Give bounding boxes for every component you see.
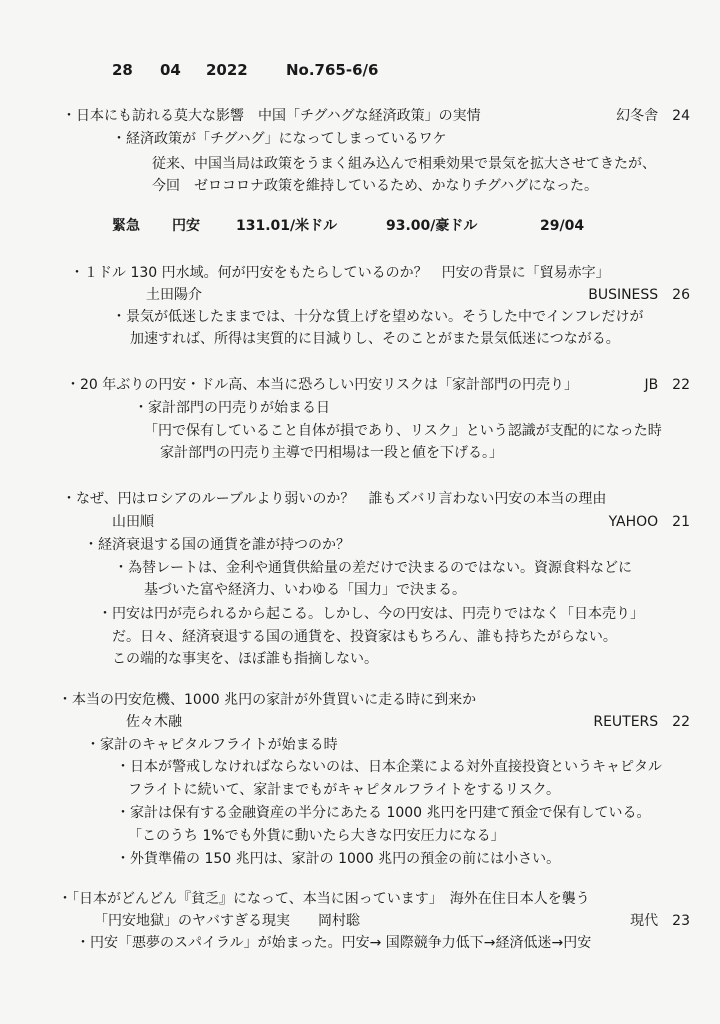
a1-source: 幻冬舎 24 <box>616 108 690 124</box>
a2-title: ・１ドル 130 円水域。何が円安をもたらしているのか？ 円安の背景に「貿易赤字」 <box>70 265 610 281</box>
header-doc-no: No.765-6/6 <box>286 61 379 79</box>
a5-author: 佐々木融 <box>126 714 182 730</box>
a1-title: ・日本にも訪れる莫大な影響 中国「チグハグな経済政策」の実情 <box>62 108 481 124</box>
a4-bullet-1-line-2: 基づいた富や経済力、いわゆる「国力」で決まる。 <box>144 582 466 598</box>
a5-bullet-1-line-1: ・日本が警戒しなければならないのは、日本企業による対外直接投資というキャピタル <box>116 759 662 775</box>
urgent-aud-rate: 93.00/豪ドル <box>386 218 478 234</box>
a4-source: YAHOO 21 <box>608 514 690 530</box>
a4-subheading: ・経済衰退する国の通貨を誰が持つのか？ <box>84 537 350 553</box>
a5-subheading: ・家計のキャピタルフライトが始まる時 <box>86 737 338 753</box>
a2-source: BUSINESS 26 <box>588 287 690 303</box>
a5-title: ・本当の円安危機、1000 兆円の家計が外貨買いに走る時に到来か <box>58 692 477 708</box>
urgent-usd-rate: 131.01/米ドル <box>236 218 338 234</box>
a4-title: ・なぜ、円はロシアのルーブルより弱いのか？ 誰もズバリ言わない円安の本当の理由 <box>62 491 607 507</box>
a1-subheading: ・経済政策が「チグハグ」になってしまっているワケ <box>112 131 447 147</box>
a4-bullet-2-line-2: だ。日々、経済衰退する国の通貨を、投資家はもちろん、誰も持ちたがらない。 <box>112 629 617 645</box>
a5-bullet-3: ・外貨準備の 150 兆円は、家計の 1000 兆円の預金の前には小さい。 <box>116 851 561 867</box>
a6-title: ・「日本がどんどん『貧乏』になって、本当に困っています」 海外在住日本人を襲う <box>58 891 590 907</box>
urgent-date: 29/04 <box>540 218 585 234</box>
a6-title-line-2: 「円安地獄」のヤバすぎる現実 岡村聡 <box>94 913 360 929</box>
a5-bullet-1-line-2: フライトに続いて、家計までもがキャピタルフライトをするリスク。 <box>128 782 561 798</box>
urgent-topic: 円安 <box>172 218 200 234</box>
a3-title: ・20 年ぶりの円安・ドル高、本当に恐ろしい円安リスクは「家計部門の円売り」 <box>66 377 578 393</box>
urgent-label: 緊急 <box>112 218 140 234</box>
a2-body-line-1: ・景気が低迷したままでは、十分な賃上げを望めない。そうした中でインフレだけが <box>112 309 644 325</box>
a6-body-line-1: ・円安「悪夢のスパイラル」が始まった。円安→ 国際競争力低下→経済低迷→円安 <box>76 935 592 951</box>
a3-body-line-1: 「円で保有していること自体が損であり、リスク」という認識が支配的になった時 <box>144 423 662 439</box>
a1-body-line-2: 今回 ゼロコロナ政策を維持しているため、かなりチグハグになった。 <box>152 178 599 194</box>
a2-body-line-2: 加速すれば、所得は実質的に目減りし、そのことがまた景気低迷につながる。 <box>130 331 620 347</box>
header-year: 2022 <box>206 61 248 79</box>
header-day: 28 <box>112 61 133 79</box>
a3-source: JB 22 <box>644 377 690 393</box>
a5-bullet-2-line-1: ・家計は保有する金融資産の半分にあたる 1000 兆円を円建て預金で保有している。 <box>116 805 651 821</box>
a6-source: 現代 23 <box>630 913 690 929</box>
a5-source: REUTERS 22 <box>593 714 690 730</box>
header-month: 04 <box>160 61 181 79</box>
a4-bullet-2-line-3: この端的な事実を、ほぼ誰も指摘しない。 <box>112 651 378 667</box>
a1-body-line-1: 従来、中国当局は政策をうまく組み込んで相乗効果で景気を拡大させてきたが、 <box>152 156 656 172</box>
a4-bullet-2-line-1: ・円安は円が売られるから起こる。しかし、今の円安は、円売りではなく「日本売り」 <box>98 606 644 622</box>
a3-subheading: ・家計部門の円売りが始まる日 <box>134 400 330 416</box>
a4-bullet-1-line-1: ・為替レートは、金利や通貨供給量の差だけで決まるのではない。資源食料などに <box>114 560 632 576</box>
a5-bullet-2-line-2: 「このうち 1%でも外貨に動いたら大きな円安圧力になる」 <box>128 828 505 844</box>
a2-author: 土田陽介 <box>146 287 202 303</box>
a4-author: 山田順 <box>112 514 154 530</box>
a3-body-line-2: 家計部門の円売り主導で円相場は一段と値を下げる。」 <box>160 445 503 461</box>
